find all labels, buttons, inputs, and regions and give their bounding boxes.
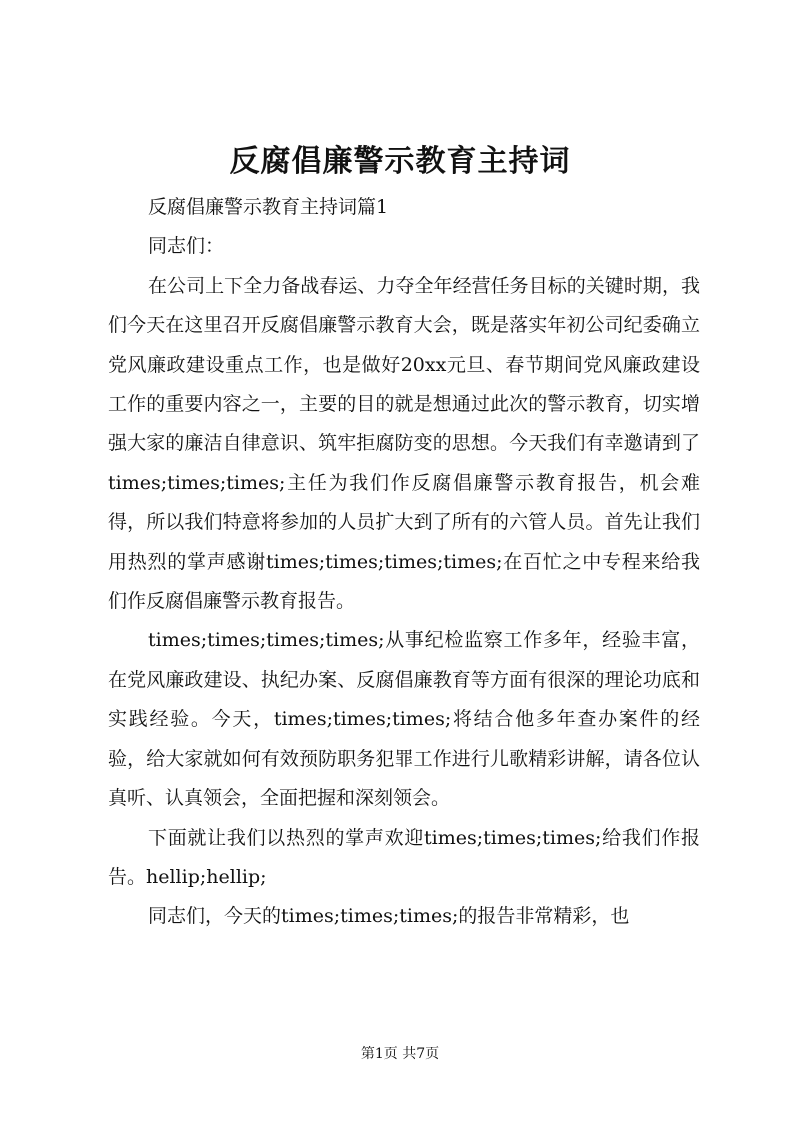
document-body: [108, 188, 700, 937]
paragraph: times;times;times;times;从事纪检监察工作多年，经验丰富，在党风廉政建设、执纪办案、反腐倡廉教育等方面有很深的理论功底和实践经验。今天，times;times;times;将结合他多年查办案件的经验，给大家就如何有效预防职务犯罪工作进行儿歌精彩讲解，请各位认真听、认真领会，全面把握和深刻领会。: [108, 629, 700, 810]
paragraph: 下面就让我们以热烈的掌声欢迎times;times;times;给我们作报告。hellip;hellip;: [108, 826, 700, 888]
page-footer: 第1页 共7页: [360, 1046, 440, 1062]
paragraph: 在公司上下全力备战春运、力夺全年经营任务目标的关键时期，我们今天在这里召开反腐倡廉警示教育大会，既是落实年初公司纪委确立党风廉政建设重点工作，也是做好20xx元旦、春节期间党风廉政建设工作的重要内容之一，主要的目的就是想通过此次的警示教育，切实增强大家的廉洁自律意识、筑牢拒腐防变的思想。今天我们有幸邀请到了times;times;times;主任为我们作反腐倡廉警示教育报告，机会难得，所以我们特意将参加的人员扩大到了所有的六管人员。首先让我们用热烈的掌声感谢times;times;times;times;在百忙之中专程来给我们作反腐倡廉警示教育报告。: [108, 274, 700, 613]
salutation: 同志们：: [148, 235, 225, 258]
document-title: 反腐倡廉警示教育主持词: [229, 144, 571, 179]
section-heading: 反腐倡廉警示教育主持词篇1: [148, 196, 389, 218]
paragraph: 同志们，今天的times;times;times;的报告非常精彩，也: [148, 905, 630, 928]
